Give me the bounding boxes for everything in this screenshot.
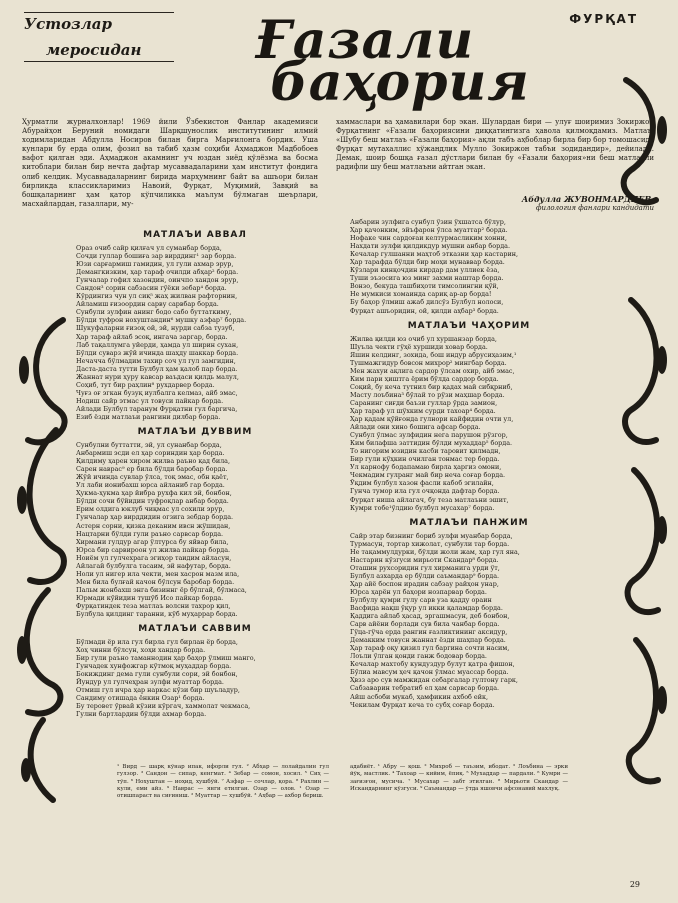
section-verses-4 xyxy=(350,335,588,512)
verse-line: Кумри тобе¹ўлдию булбул мусахар⁷ борда. xyxy=(350,503,495,512)
verse-line: Езиб ёзди матлаъи рангини дилбар борда. xyxy=(76,412,221,421)
verse-line: Жўй ичинда сувлар ўлса, тоқ эмас, обн қаёт, xyxy=(76,473,229,482)
verse-line: Пальм жонбахш энга бизиннг ёр бўлгай, бўлмаса, xyxy=(76,585,247,594)
verse-line: Юрса бир сарвироон ул жилва пайкар борда. xyxy=(76,545,231,554)
verse-line: Айш асбоби мукаб, ҳамфикин ахбоб ейк, xyxy=(350,692,488,701)
title-line-2: баҳория xyxy=(270,52,530,113)
verse-line: Не тақаммулдурки, бўлди жоли жам, ҳар гул яна, xyxy=(350,547,520,556)
verse-line: Сунбул ўлмас зулфидин нега парушон рўзгор, xyxy=(350,431,508,440)
right-ornament-icon xyxy=(606,40,676,840)
verse-line: Фурқат ниша айлагач, бу теза матлаъни эшит, xyxy=(350,495,509,504)
verse-line: Ораз очиб сайр қилғач ул суманбар борда, xyxy=(76,244,222,252)
verse-line: Бўлди суварз жўй ичинда шаҳду шаккар борда. xyxy=(76,348,239,357)
verse-line: Хоҳ чинни бўлсун, хоҳи хандар борда. xyxy=(76,646,206,655)
poet-name: ФУРҚАТ xyxy=(569,12,638,26)
rubric-line-2: меросидан xyxy=(46,41,142,59)
verse-line: Қилдиму ҳарен хиром жилва раъно қад била, xyxy=(76,457,231,466)
verse-line: Сандон³ сорин сабзасин гўёки зебар⁴ борда. xyxy=(76,284,227,293)
verse-line: Гунчадек хунфожгар кўтмоқ муҳаддар борда. xyxy=(76,662,232,671)
verse-line: Булбула қилдинг таранни, кўб муҳаррар борда. xyxy=(76,610,238,619)
verse-line: Не мумкиси хомаинда сариқ ар-ар борда! xyxy=(350,290,492,299)
section-title-5: МАТЛАЪИ ПАНЖИМ xyxy=(409,517,529,528)
verse-line: Демангкизким, ҳар тараф очилди абҳар² борда. xyxy=(76,268,239,277)
verse-line: Гунчалар гофил хазондин, оинчпо хандон эрур, xyxy=(76,276,239,285)
verse-line: Жилва қилди юз очиб ул хуршанзар борда, xyxy=(350,334,497,343)
verse-line: Сарв айёни борлади сув била чанбар борда. xyxy=(350,620,500,629)
verse-line: Ноли ул нигер ила чекти, мен хасрон мазм ила, xyxy=(76,569,240,578)
verse-line: Оташин рухсоридин гул хирманига урди ўт, xyxy=(350,563,500,572)
verse-line: Қаддига айлаб ҳасад, эргашмасун, деб бонбон, xyxy=(350,612,510,621)
section-verses-3 xyxy=(76,638,314,718)
verse-line: Бўлиа мавсум ҳеч қачон ўлмас муассар борда. xyxy=(350,668,509,677)
page-number: 29 xyxy=(629,880,640,889)
verse-line: Васфида нақш ўқур ул икки қаламдар борда. xyxy=(350,604,503,613)
verse-line: Гўца-гўча ерда рангин ғазликтининг аксидур, xyxy=(350,628,508,637)
verse-line: Йундур ул гулчеҳран зулфи муаттар борда. xyxy=(76,678,224,687)
verse-line: Отмиш гул ичра ҳар наркас кўзи бир шуъладур, xyxy=(76,686,240,695)
verse-line: Бўлди сочи бўйидин туфроқлар анбар борда. xyxy=(76,497,229,506)
rubric-rule-top xyxy=(24,12,174,13)
verse-line: Соқий, бу кеча тутнил бир қадах май сибқрниб, xyxy=(350,382,513,391)
section-verses-5 xyxy=(350,532,588,709)
verse-line: Тушмажгидур бовсон михрор² мингбар борда. xyxy=(350,358,507,367)
footnotes-left: ¹ Вирд — шарқ кўнар ипак, ифорли гул. ² Абҳар — лолайдалин гул гулзор. ³ Сандон — сипар, кенгмат. ⁴ Зебар — сомон, хосил. ⁵ Сиҳ — тўп. ⁶ Нохуштан — иоҳид, хушбўй. ⁷ Азфар — сочлар, қора. ⁸ Рахлин — кули, еми айз. ⁹ Наврас — янги етилган. Озар — олов. ¹ Озар — отишпараст ва сиғиниш. ² Муаттар — хушбўй. ³ Аҳбар — ахбор бериш. xyxy=(117,764,329,800)
verse-line: Булбулу қумри гулу сарв уза қадду ораин xyxy=(350,595,492,604)
verse-line: Саранинг сиғди баъзи гуллар ўрда замион, xyxy=(350,398,498,407)
verse-line: Бу баҳор ўлмиш ажаб дилсўз Булбул нолоси, xyxy=(350,298,504,307)
verse-line: Фурқатиндек теза матлаъ волсни тахрор қил, xyxy=(76,601,231,610)
section-verses-2 xyxy=(76,441,314,618)
verse-line: Чекмадим гулранг май бир неча соғар борда. xyxy=(350,471,506,480)
verse-line: Даста-даста тутти Булбул ҳам қалоб пар борда. xyxy=(76,364,238,373)
verse-line: Бир гули кўҳкин очилган тонмас тер борда. xyxy=(350,455,500,464)
verse-line: Айламиш ғизоордин сарву сарвбар борда. xyxy=(76,300,219,309)
verse-line: Сунбули зулфин анинг бодо сабо буттаткиму, xyxy=(76,308,232,317)
verse-line: Астерн сорни, қизка деканим ивсн жўшидан, xyxy=(76,521,231,530)
verse-line: Масту лоъбина³ бўлай то рўзи маҳшар борда. xyxy=(350,390,505,399)
poem-column-right xyxy=(350,218,588,709)
verse-line: Чекилам Фурқат кеча то субҳ соғар борда. xyxy=(350,700,495,709)
verse-line: Лаб тақаллумга уйерди, ҳамда ул ширин сухан, xyxy=(76,340,239,349)
verse-line: Ҳар қачонким, эйъфарон ўлса муаттар² борда. xyxy=(350,226,508,235)
verse-line: Мен била булғай качон бўлсун баробар борда. xyxy=(76,577,235,586)
section-title-2: МАТЛАЪИ ДУВВИМ xyxy=(137,427,253,438)
section-title-4: МАТЛАЪИ ЧАҲОРИМ xyxy=(407,320,531,331)
verse-line: Сабзаварин тебратиб ел ҳам сарвсар борда. xyxy=(350,684,500,693)
verse-line: Чуғз оғ эгкан бузуқ иулбалга келмаз, айб эмас, xyxy=(76,388,238,397)
verse-line: Кечалар гулшанни маҳтоб этказни ҳар кастарин, xyxy=(350,250,518,259)
verse-line: Ҳар тараф оқу қизил гул баргина сочти насим, xyxy=(350,644,510,653)
verse-line: Гунчалар ҳар вирддидин огзига зебдар борда. xyxy=(76,513,234,522)
verse-line: Гулни бартлардин бўлди ахмар борда. xyxy=(76,710,207,719)
verse-line: Сунбулни буттатти, эй, ул сунанбар борда, xyxy=(76,441,222,450)
verse-line: Бўлмади ёр ила гул бирла гул бирлан ёр борда, xyxy=(76,638,238,647)
verse-line: Бўлди туфрон нохуштандин⁶ мушку азфар⁷ борда. xyxy=(76,316,247,325)
verse-line: Ким пари ҳиштга ёрим бўлда сардор борда. xyxy=(350,374,499,383)
verse-line: Айлади они хино бошига афсар борда. xyxy=(350,423,481,432)
verse-line: Соҳиб, тут бир раҳлин⁸ рухдарвер борда. xyxy=(76,380,215,389)
verse-line: Настарин кўзгуси мирьоти Скандар⁸ борда. xyxy=(350,555,499,564)
verse-line: Сочди гуллар бошиға зар вирддинг¹ зар борда. xyxy=(76,252,237,261)
verse-line: Ҳукма-ҳукма ҳар йибра рухфа кил эй, бонбон, xyxy=(76,489,232,498)
verse-line: Ул карнофу бодапамаю бирла ҳаргиз омони, xyxy=(350,463,502,472)
verse-line: Кўрдингиз чун ул сиқ⁵ жаҳ жилван рафторнин, xyxy=(76,292,238,301)
intro-right: хаммаслари ва ҳамавилари бор экан. Шулардан бири — улуғ шоиримиз Зокиржон Фурқатнинг «Ғазали баҳориясини диққатингизга ҳавола қилмоқдамиз. Матлаъ: «Шубу беш матлаъ «Ғазали баҳория» ақли табъ аҳбоблар бирла бир бор томошасида Фурқат мутахаллис хўжандлик Мулло Зокиржон табъи зодидандир», дейилади. Демак, шоир бошқа ғазал дўстлари билан бу «Ғазали баҳория»ни беш матлаъли радифли шу беш матлаъни айтган экан. xyxy=(336,118,654,172)
verse-line: Юрса ҳарён ул баҳори нозпарвар борда. xyxy=(350,587,487,596)
verse-line: Хирмани гулдур агар ўлтурса бу яйвар била, xyxy=(76,537,229,546)
verse-line: Ҳар айё боспон ирадин сабзау райҳон унар, xyxy=(350,579,499,588)
section-verses-1-continued xyxy=(350,218,588,315)
verse-line: Юзи сарғармиш гамидин, ул гули ахмар эрур, xyxy=(76,260,234,269)
verse-line: Нахдати зулфи қилдикдур мушни анбар борда. xyxy=(350,242,510,251)
verse-line: Ул лаби ионибахш юрса айланиб гар борда. xyxy=(76,481,225,490)
footnotes-right: адабиёт. ¹ Абру — қош. ² Михроб — таъзим, ибодат. ³ Лоъбина — эрки йўқ, мастлик. ⁴ Тахоар — кийим, ёпиқ. ⁵ Мухаддар — пардали. ⁶ Кумри — зағизғон, мусича. ⁷ Мусахар — забт этилган. ⁸ Мирьоти Скандар — Искандарнинг кўзгуси. ⁹ Саъмандар — ўтда яшовчи афсонавий махлуқ. xyxy=(350,764,568,792)
verse-line: Демакким товусн жаннат ёзди шаҳпар борда. xyxy=(350,636,506,645)
poem-column-left xyxy=(76,224,314,719)
verse-line: Айлади Булбул таранум Фурқатни гул баргича, xyxy=(76,404,238,413)
verse-line: Ким билафша заттидин бўлди мухаддар⁵ борда. xyxy=(350,439,513,448)
verse-line: Кечалар махтобу кундуздур булут қатра фишон, xyxy=(350,660,515,669)
verse-line: Анбармиш эсди ел ҳар сориндин ҳар борда. xyxy=(76,449,225,458)
verse-line: Ўқдим булбул хазон фасли кабоб эгилайн, xyxy=(350,479,494,488)
verse-line: Ҳар тараф айлаб эсоқ, ингача заргар, борда. xyxy=(76,332,228,341)
section-title-1: МАТЛАЪИ АВВАЛ xyxy=(143,230,247,240)
verse-line: Лоъли ўлган қонди ганж бодовар борда. xyxy=(350,652,487,661)
verse-line: Сандиму отишада ёнкин Озар¹ борда. xyxy=(76,694,205,703)
verse-line: Яшин келдинг, зохида, бош индур абрусиҳазим,¹ xyxy=(350,350,517,359)
verse-line: Вонзо, бекуда ташбиҳоти тимсолингни қўй, xyxy=(350,282,499,291)
verse-line: Ҳар қадам қўйғонда гулнори кайфидин очти ул, xyxy=(350,415,514,424)
verse-line: Мен жахуи ақлига сардор ўлсам охир, айб эмас, xyxy=(350,366,515,375)
title-line-1: Ғазали xyxy=(255,10,475,71)
poem-title xyxy=(150,10,580,113)
verse-line: Бокиждинг дема гули сунбули сори, эй бонбон, xyxy=(76,670,238,679)
verse-line: Туши эъзосига юз минг захми наштар борда. xyxy=(350,274,504,283)
verse-line: Кўзлари кинқочдин кирдар дам уллиек ёза, xyxy=(350,266,500,275)
signature-name: Абдулла ЖУВОНМАРДИЕВ, xyxy=(521,194,654,204)
verse-line: Нодиш сайр этмас ул товуси пайкар борда. xyxy=(76,396,224,405)
verse-line: Булбул азхарда ер бўлди саъмандар⁹ борда. xyxy=(350,571,500,580)
verse-line: Ерим олдига юклуб чиқмас ул сохили эрур, xyxy=(76,505,225,514)
verse-line: Гунча тумор ила гул очқонда дафтар борда. xyxy=(350,487,500,496)
verse-line: Ҳвзз аро сув мамжидан себаргалар гултону гарк, xyxy=(350,676,518,685)
verse-line: Айлагай булбулга тасаим, эй нафутар, борда. xyxy=(76,561,231,570)
verse-line: Нофаке чин сардоғаи келтурмасликим хонни, xyxy=(350,234,507,243)
verse-line: Юрмади кўйидин тушўб Исо пайкар борда. xyxy=(76,593,224,602)
verse-line: Ноиём ул гулчехрага эгиҳор таидим айласун, xyxy=(76,553,232,562)
verse-line: Анбарин зулфига сунбул ўзин ўхшатса бўлур, xyxy=(350,218,506,226)
verse-line: Жаннат нури ҳуру кавсар ваъдаси қилдь малул, xyxy=(76,372,239,381)
verse-line: То нигорим юзидин касби таровит қилмадн, xyxy=(350,447,501,456)
verse-line: Бир гули раъно таманнодин ҳар баҳор ўлмиш манго, xyxy=(76,654,256,663)
verse-line: Турмасун, тортар хижолат, сунбули тар борда. xyxy=(350,539,510,548)
verse-line: Нечачча бўлмадим тахир соч ул гул замгидин, xyxy=(76,356,236,365)
verse-line: Ҳар тарафда бўлди бир моҳи мунаввар борда. xyxy=(350,258,505,267)
section-verses-1 xyxy=(76,244,314,421)
verse-line: Шукуфаларни ғизоқ ой, эй, нурди сабза тузуб, xyxy=(76,324,235,333)
verse-line: Сайр этар бизнинг бориб зулфи муанбар борда, xyxy=(350,531,513,540)
section-title-3: МАТЛАЪИ САВВИМ xyxy=(138,624,252,635)
left-ornament-icon xyxy=(8,300,78,820)
verse-line: Бу теровет ўрвай кўзии кўргач, хаммолат чекмаса, xyxy=(76,702,251,711)
verse-line: Шуъла чекти гўҳё хуршиди ховар борда. xyxy=(350,342,488,351)
verse-line: Фурқат ашъоридин, ой, қилди аҳбар³ борда. xyxy=(350,306,499,315)
verse-line: Сарен наврас⁹ ер била бўлди баробар борда. xyxy=(76,465,228,474)
verse-line: Нацтарни бўлди гули раъно сарвсар борда. xyxy=(76,529,224,538)
signature-title: филология фанлари кандидати xyxy=(535,204,654,212)
intro-left: Ҳурматли журналхонлар! 1969 йили Ўзбекистон Фанлар академияси Абурайҳон Беруний номидаги Шарқшунослик институтининг илмий ходимларидан Абдулла Носиров билан бирга Марғилонга бордик. Уша кунлари бу ерда олим, фозил ва табиб ҳазм соҳиби Аҳмаджон Мадбобоев вафот қилган эди. Аҳмаджон акамнинг уч юздан зиёд қўлёзма ва босма китоблари билан бир нечта дафтар мусаввадаларини ҳам институт фондига олиб келдик. Мусаввадаларнинг бирида марҳумнинг байт ва ашъори билан бирликда классикларимиз Навоий, Фурқат, Муқимий, Завқий ва бошқаларнинг ҳам қатор кўпчиликка маълум бўлмаган шеърлари, масхайлардан, газаллари, му- xyxy=(22,118,318,208)
rubric-line-1: Устозлар xyxy=(24,15,112,33)
verse-line: Ҳар тараф ул шўхким сурди тахоар⁴ борда. xyxy=(350,406,496,415)
